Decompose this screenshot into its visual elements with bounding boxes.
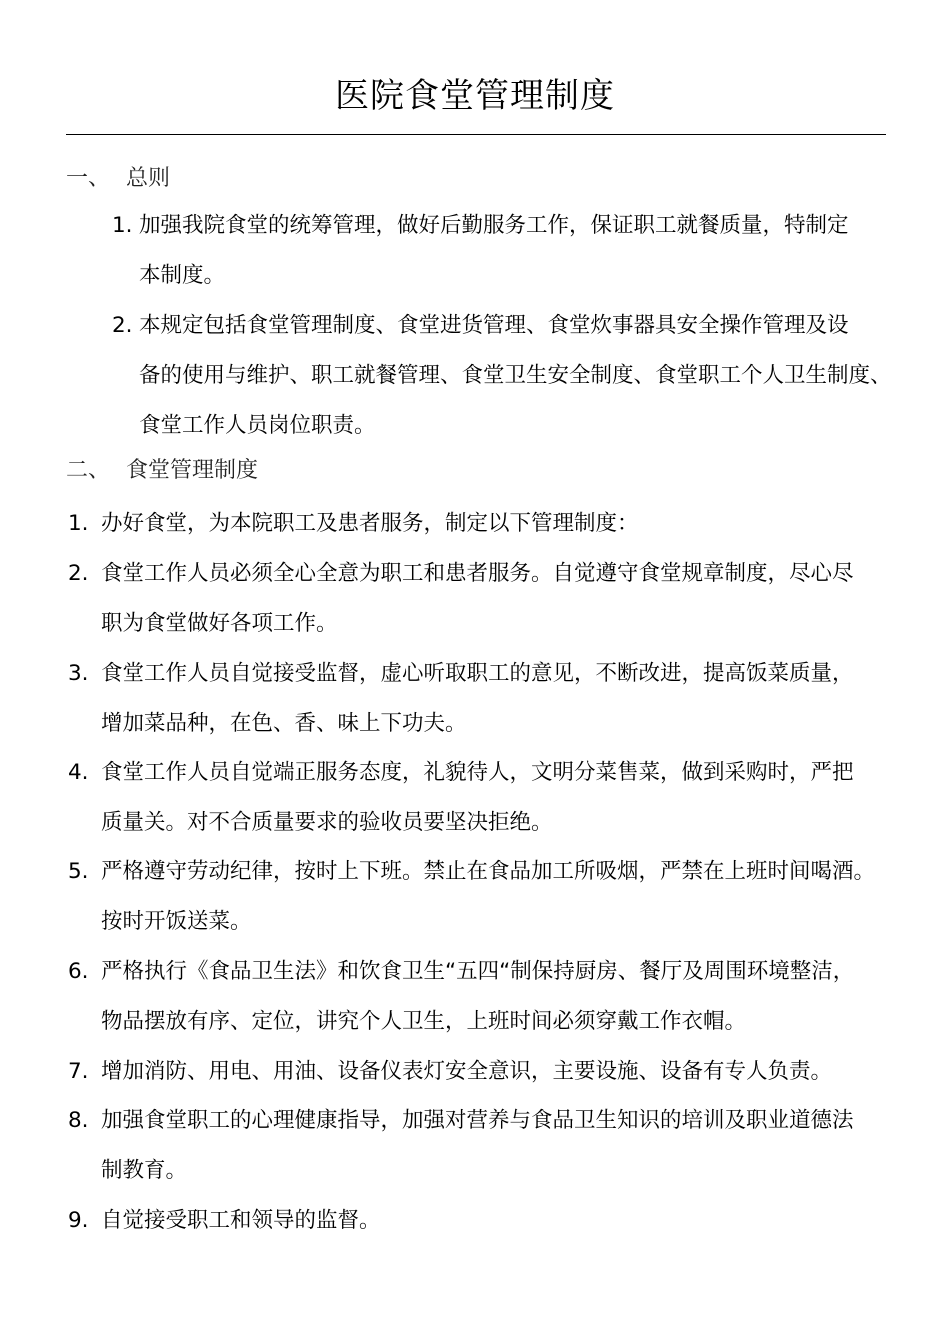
item-line: 食堂工作人员岗位职责。 <box>139 413 376 438</box>
list-item <box>112 301 892 451</box>
item-number: 6. <box>68 959 89 984</box>
item-line: 职为食堂做好各项工作。 <box>101 611 338 636</box>
item-line: 备的使用与维护、职工就餐管理、食堂卫生安全制度、食堂职工个人卫生制度、 <box>139 363 892 388</box>
item-number: 8. <box>68 1108 89 1133</box>
item-line: 食堂工作人员自觉接受监督，虚心听取职工的意见，不断改进，提高饭菜质量， <box>101 661 854 686</box>
section-title: 总则 <box>126 166 171 191</box>
item-number: 7. <box>68 1059 89 1084</box>
list-item <box>68 649 854 749</box>
item-line: 食堂工作人员自觉端正服务态度，礼貌待人，文明分菜售菜，做到采购时，严把 <box>101 760 854 785</box>
item-number: 2. <box>68 561 89 586</box>
item-line: 制教育。 <box>101 1158 188 1183</box>
list-item <box>68 499 639 549</box>
list-item <box>68 748 854 848</box>
item-line: 自觉接受职工和领导的监督。 <box>101 1208 381 1233</box>
item-line: 食堂工作人员必须全心全意为职工和患者服务。自觉遵守食堂规章制度，尽心尽 <box>101 561 854 586</box>
item-line: 加强食堂职工的心理健康指导，加强对营养与食品卫生知识的培训及职业道德法 <box>101 1108 854 1133</box>
item-number: 3. <box>68 661 89 686</box>
section-heading <box>66 456 258 486</box>
item-line: 严格遵守劳动纪律，按时上下班。禁止在食品加工所吸烟，严禁在上班时间喝酒。 <box>101 859 876 884</box>
list-item <box>68 1096 854 1196</box>
item-line: 按时开饭送菜。 <box>101 909 252 934</box>
list-item <box>68 1196 381 1246</box>
section-title: 食堂管理制度 <box>126 458 259 483</box>
item-number: 9. <box>68 1208 89 1233</box>
item-number: 1. <box>68 511 89 536</box>
title-divider <box>66 134 886 135</box>
section-number: 一、 <box>66 166 111 191</box>
list-item <box>68 1047 832 1097</box>
item-line: 严格执行《食品卫生法》和饮食卫生“五四“制保持厨房、餐厅及周围环境整洁， <box>101 959 855 984</box>
item-line: 本制度。 <box>139 263 226 288</box>
item-line: 增加菜品种，在色、香、味上下功夫。 <box>101 711 467 736</box>
item-line: 本规定包括食堂管理制度、食堂进货管理、食堂炊事器具安全操作管理及设 <box>139 313 849 338</box>
item-number: 4. <box>68 760 89 785</box>
item-number: 1. <box>112 213 133 238</box>
item-number: 2. <box>112 313 133 338</box>
item-number: 5. <box>68 859 89 884</box>
item-line: 增加消防、用电、用油、设备仪表灯安全意识，主要设施、设备有专人负责。 <box>101 1059 833 1084</box>
item-line: 质量关。对不合质量要求的验收员要坚决拒绝。 <box>101 810 553 835</box>
item-line: 物品摆放有序、定位，讲究个人卫生，上班时间必须穿戴工作衣帽。 <box>101 1009 747 1034</box>
item-line: 加强我院食堂的统筹管理，做好后勤服务工作，保证职工就餐质量，特制定 <box>139 213 849 238</box>
document-title: 医院食堂管理制度 <box>335 76 615 116</box>
item-line: 办好食堂，为本院职工及患者服务，制定以下管理制度： <box>101 511 639 536</box>
list-item <box>68 947 854 1047</box>
list-item <box>68 549 854 649</box>
list-item <box>68 847 875 947</box>
list-item <box>112 201 849 301</box>
section-number: 二、 <box>66 458 111 483</box>
section-heading <box>66 164 170 194</box>
